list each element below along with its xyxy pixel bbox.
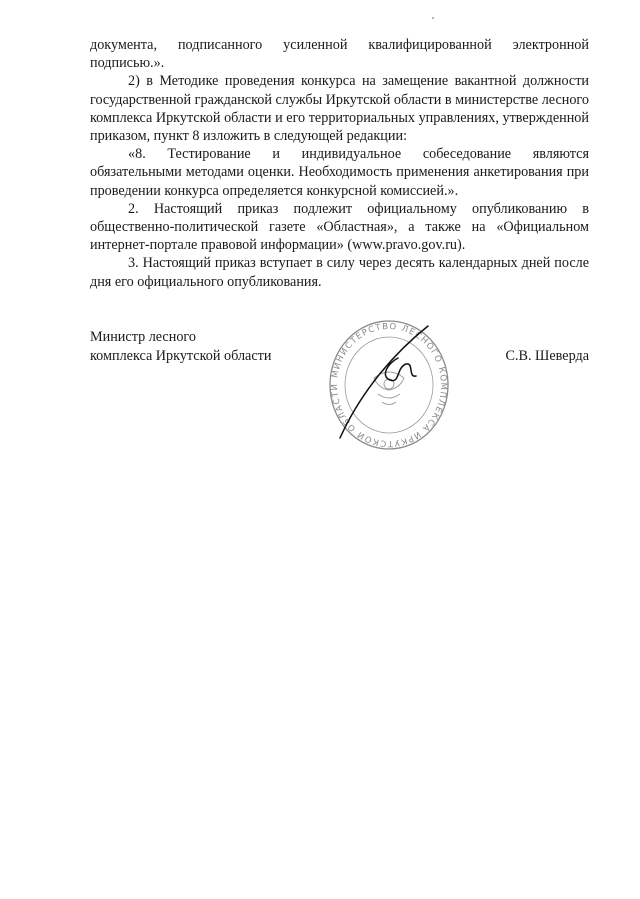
signer-position-line-1: Министр лесного	[90, 329, 196, 345]
seal-ring-text	[330, 322, 448, 448]
document-body	[90, 36, 589, 291]
paragraph-methodology-amendment: 2) в Методике проведения конкурса на замещение вакантной должности государственной гражданской службы Иркутской области в министерстве лесного комплекса Иркутской области и его территориальных управлениях, утвержденной приказом, пункт 8 изложить в следующей редакции:	[90, 73, 589, 145]
official-seal-stamp	[328, 318, 450, 452]
paragraph-effective-date: 3. Настоящий приказ вступает в силу через десять календарных дней после дня его официального опубликования.	[90, 255, 589, 290]
paragraph-point-8: «8. Тестирование и индивидуальное собеседование являются обязательными методами оценки. Необходимость применения анкетирования при проведении конкурса определяется конкурсной комиссией.».	[90, 146, 589, 199]
seal-ring-textpath: МИНИСТЕРСТВО ЛЕСНОГО КОМПЛЕКСА ИРКУТСКОЙ ОБЛАСТИ	[329, 321, 449, 449]
signer-position-line-2: комплекса Иркутской области	[90, 348, 272, 364]
seal-emblem	[374, 372, 404, 405]
signer-name: С.В. Шеверда	[505, 348, 589, 364]
paragraph-publication: 2. Настоящий приказ подлежит официальному опубликованию в общественно-политической газете «Областная», а также на «Официальном интернет-портале правовой информации» (www.pravo.gov.ru).	[90, 200, 589, 254]
paragraph-continuation: документа, подписанного усиленной квалифицированной электронной подписью.».	[90, 37, 589, 72]
signer-position	[90, 328, 271, 366]
seal-inner-ring	[345, 337, 433, 433]
scan-artifact	[432, 17, 434, 19]
